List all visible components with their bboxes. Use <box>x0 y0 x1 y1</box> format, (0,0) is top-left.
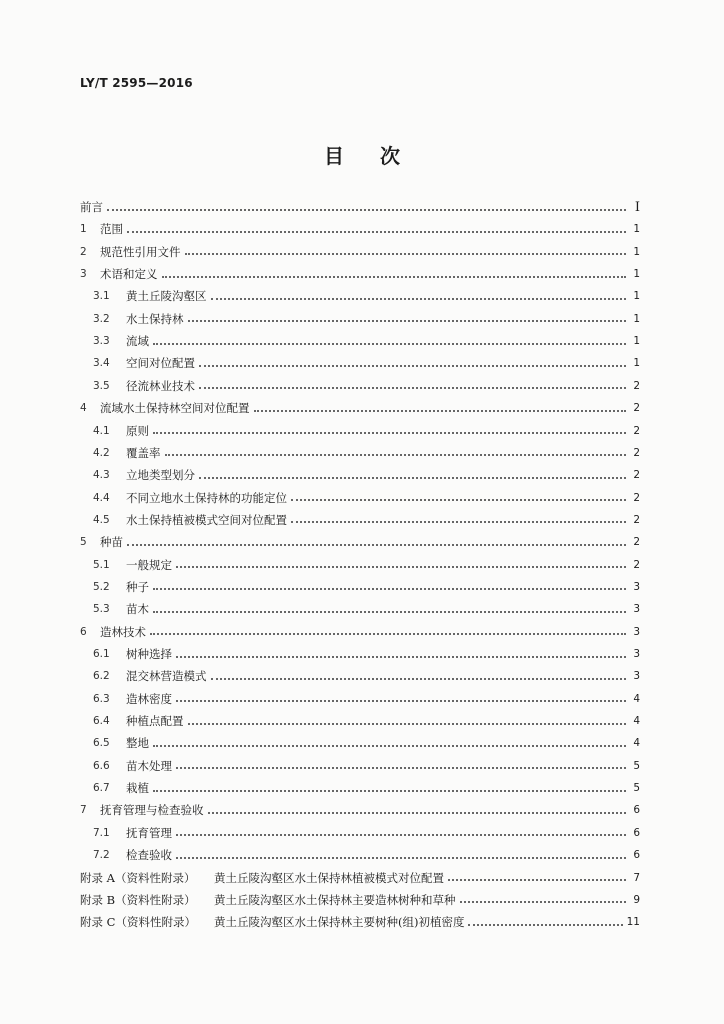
toc-page-number: 6 <box>633 804 640 817</box>
toc-leader-dots <box>153 431 626 434</box>
page-title-part2: 次 <box>380 144 400 168</box>
toc-entry-title: 前言 <box>80 200 103 214</box>
toc-entry[interactable] <box>93 576 640 598</box>
toc-page-number: 4 <box>633 737 640 750</box>
toc-page-number: 2 <box>633 536 640 549</box>
toc-entry-number: 6.7 <box>93 782 110 795</box>
toc-entry-title: 混交林营造模式 <box>126 669 207 684</box>
toc-entry-title: 抚育管理 <box>126 825 172 840</box>
toc-entry-title: 流域水土保持林空间对位配置 <box>100 401 250 416</box>
toc-entry-title: 立地类型划分 <box>126 468 195 483</box>
toc-entry-number: 6.4 <box>93 715 110 728</box>
toc-leader-dots <box>291 498 626 501</box>
toc-entry[interactable] <box>93 598 640 620</box>
toc-entry[interactable] <box>80 911 640 933</box>
toc-leader-dots <box>176 565 626 568</box>
toc-entry[interactable] <box>93 420 640 442</box>
toc-leader-dots <box>153 610 626 613</box>
toc-entry-number: 3.1 <box>93 290 110 303</box>
toc-entry-number: 1 <box>80 223 87 236</box>
toc-page-number: 9 <box>633 893 640 906</box>
toc-entry-title: 覆盖率 <box>126 445 161 460</box>
toc-leader-dots <box>176 833 626 836</box>
toc-leader-dots <box>153 342 626 345</box>
toc-entry[interactable] <box>80 799 640 821</box>
toc-leader-dots <box>153 587 626 590</box>
toc-entry[interactable] <box>93 732 640 754</box>
standard-code: LY/T 2595—2016 <box>80 76 193 90</box>
toc-entry-title: 不同立地水土保持林的功能定位 <box>126 490 287 505</box>
toc-entry-title: 栽植 <box>126 781 149 796</box>
toc-entry-number: 5 <box>80 536 87 549</box>
toc-entry-title: 原则 <box>126 423 149 438</box>
toc-leader-dots <box>199 386 626 389</box>
toc-entry[interactable] <box>80 397 640 419</box>
toc-entry[interactable] <box>93 352 640 374</box>
toc-entry-number: 5.2 <box>93 580 110 593</box>
toc-page-number: 2 <box>633 558 640 571</box>
toc-leader-dots <box>176 655 626 658</box>
toc-entry-title: 抚育管理与检查验收 <box>100 803 204 818</box>
toc-leader-dots <box>127 230 626 233</box>
toc-entry[interactable] <box>93 554 640 576</box>
toc-entry-title: 整地 <box>126 736 149 751</box>
toc-entry[interactable] <box>93 375 640 397</box>
toc-page-number: 2 <box>633 379 640 392</box>
toc-entry-number: 5.1 <box>93 558 110 571</box>
page-title-part1: 目 <box>324 144 344 168</box>
toc-entry-title: 范围 <box>100 222 123 237</box>
toc-page-number: 6 <box>633 849 640 862</box>
toc-appendix-label: 附录 A（资料性附录） <box>80 870 196 885</box>
toc-leader-dots <box>468 923 622 926</box>
toc-leader-dots <box>188 319 627 322</box>
toc-page-number: 2 <box>633 424 640 437</box>
toc-leader-dots <box>162 275 627 278</box>
toc-entry[interactable] <box>93 487 640 509</box>
toc-entry-title: 黄土丘陵沟壑区水土保持林主要造林树种和草种 <box>214 892 456 907</box>
toc-leader-dots <box>199 476 626 479</box>
toc-page-number: 3 <box>633 580 640 593</box>
toc-entry-title: 水土保持植被模式空间对位配置 <box>126 512 287 527</box>
toc-entry-number: 3.2 <box>93 312 110 325</box>
toc-entry-number: 6.5 <box>93 737 110 750</box>
toc-page-number: 1 <box>633 290 640 303</box>
toc-leader-dots <box>254 409 627 412</box>
toc-page-number: 6 <box>633 826 640 839</box>
toc-entry[interactable] <box>93 822 640 844</box>
toc-entry[interactable] <box>93 710 640 732</box>
toc-entry-title: 径流林业技术 <box>126 378 195 393</box>
toc-entry[interactable] <box>80 263 640 285</box>
toc-entry-number: 5.3 <box>93 603 110 616</box>
toc-leader-dots <box>165 453 627 456</box>
page-title <box>0 140 724 169</box>
toc-entry[interactable] <box>93 330 640 352</box>
toc-entry-title: 种苗 <box>100 535 123 550</box>
toc-entry-number: 6.3 <box>93 692 110 705</box>
toc-leader-dots <box>211 677 627 680</box>
toc-appendix-label: 附录 B（资料性附录） <box>80 892 196 907</box>
toc-entry-number: 6.6 <box>93 759 110 772</box>
toc-leader-dots <box>150 632 626 635</box>
toc-entry-number: 4.3 <box>93 469 110 482</box>
toc-leader-dots <box>176 699 626 702</box>
toc-entry[interactable] <box>93 643 640 665</box>
toc-entry-number: 4.5 <box>93 513 110 526</box>
toc-page-number: 7 <box>633 871 640 884</box>
toc-entry-title: 规范性引用文件 <box>100 244 181 259</box>
toc-entry-title: 黄土丘陵沟壑区水土保持林植被模式对位配置 <box>214 870 444 885</box>
toc-leader-dots <box>208 811 627 814</box>
toc-entry[interactable] <box>80 621 640 643</box>
toc-entry-number: 2 <box>80 245 87 258</box>
toc-leader-dots <box>107 208 626 211</box>
toc-entry[interactable] <box>80 867 640 889</box>
toc-entry[interactable] <box>80 241 640 263</box>
toc-entry-number: 4.2 <box>93 446 110 459</box>
toc-entry-title: 种植点配置 <box>126 714 184 729</box>
toc-entry-number: 7.2 <box>93 849 110 862</box>
toc-page-number: 3 <box>633 625 640 638</box>
toc-entry[interactable] <box>93 688 640 710</box>
toc-entry[interactable] <box>93 755 640 777</box>
toc-entry-number: 4.4 <box>93 491 110 504</box>
toc-page-number: 2 <box>633 513 640 526</box>
toc-leader-dots <box>185 252 627 255</box>
toc-entry-number: 3 <box>80 268 87 281</box>
toc-page-number: 1 <box>633 312 640 325</box>
toc-leader-dots <box>211 297 627 300</box>
toc-leader-dots <box>153 789 626 792</box>
toc-page-number: 5 <box>633 782 640 795</box>
toc-entry[interactable] <box>93 464 640 486</box>
toc-entry[interactable] <box>80 218 640 240</box>
toc-entry-number: 4 <box>80 402 87 415</box>
toc-entry-number: 3.3 <box>93 335 110 348</box>
toc-entry-number: 3.4 <box>93 357 110 370</box>
toc-entry[interactable] <box>93 777 640 799</box>
toc-entry-title: 黄土丘陵沟壑区 <box>126 289 207 304</box>
toc-page-number: 2 <box>633 469 640 482</box>
toc-entry-title: 一般规定 <box>126 557 172 572</box>
toc-entry[interactable] <box>80 531 640 553</box>
toc-page-number: Ⅰ <box>634 199 640 215</box>
toc-page-number: 1 <box>633 223 640 236</box>
toc-page-number: 2 <box>633 446 640 459</box>
toc-entry-number: 6.1 <box>93 648 110 660</box>
toc-leader-dots <box>153 744 626 747</box>
toc-page-number: 1 <box>633 245 640 258</box>
toc-entry-number: 6.2 <box>93 670 110 683</box>
toc-leader-dots <box>176 766 626 769</box>
toc-entry-number: 6 <box>80 625 87 638</box>
toc-entry-title: 造林密度 <box>126 691 172 706</box>
toc-leader-dots <box>176 856 626 859</box>
toc-leader-dots <box>291 520 626 523</box>
toc-entry-number: 4.1 <box>93 424 110 437</box>
toc-leader-dots <box>460 900 627 903</box>
toc-entry-title: 术语和定义 <box>100 267 158 282</box>
toc-entry-number: 7.1 <box>93 826 110 839</box>
toc-entry-number: 7 <box>80 804 87 817</box>
toc-page-number: 1 <box>633 335 640 348</box>
toc-page-number: 3 <box>633 670 640 683</box>
toc-appendix-label: 附录 C（资料性附录） <box>80 915 196 930</box>
toc-entry-title: 空间对位配置 <box>126 356 195 371</box>
toc-page-number: 1 <box>633 268 640 281</box>
toc-page-number: 3 <box>633 603 640 616</box>
toc-leader-dots <box>127 543 626 546</box>
toc-entry[interactable] <box>93 509 640 531</box>
toc-entry-title: 流域 <box>126 334 149 349</box>
toc-entry-title: 树种选择 <box>126 647 172 661</box>
toc-leader-dots <box>199 364 626 367</box>
toc-leader-dots <box>448 878 626 881</box>
toc-page-number: 4 <box>633 715 640 728</box>
toc-entry-number: 3.5 <box>93 379 110 392</box>
toc-entry[interactable] <box>93 285 640 307</box>
toc-page-number: 5 <box>633 759 640 772</box>
toc-page-number: 4 <box>633 692 640 705</box>
toc-entry-title: 水土保持林 <box>126 311 184 326</box>
toc-page-number: 2 <box>633 491 640 504</box>
toc-entry-title: 种子 <box>126 579 149 594</box>
toc-entry[interactable] <box>80 889 640 911</box>
toc-page-number: 11 <box>626 916 640 929</box>
toc-entry[interactable] <box>93 844 640 866</box>
toc-page-number: 3 <box>633 648 640 660</box>
toc-entry-title: 造林技术 <box>100 624 146 639</box>
toc-page-number: 2 <box>633 402 640 415</box>
toc-entry[interactable] <box>93 308 640 330</box>
toc-entry[interactable] <box>80 196 640 218</box>
toc-entry[interactable] <box>93 665 640 687</box>
toc-entry-title: 检查验收 <box>126 848 172 863</box>
toc-entry-title: 苗木 <box>126 602 149 617</box>
toc-entry-title: 苗木处理 <box>126 758 172 773</box>
toc-entry[interactable] <box>93 442 640 464</box>
toc-leader-dots <box>188 722 627 725</box>
toc-page-number: 1 <box>633 357 640 370</box>
toc-entry-title: 黄土丘陵沟壑区水土保持林主要树种(组)初植密度 <box>214 915 465 930</box>
